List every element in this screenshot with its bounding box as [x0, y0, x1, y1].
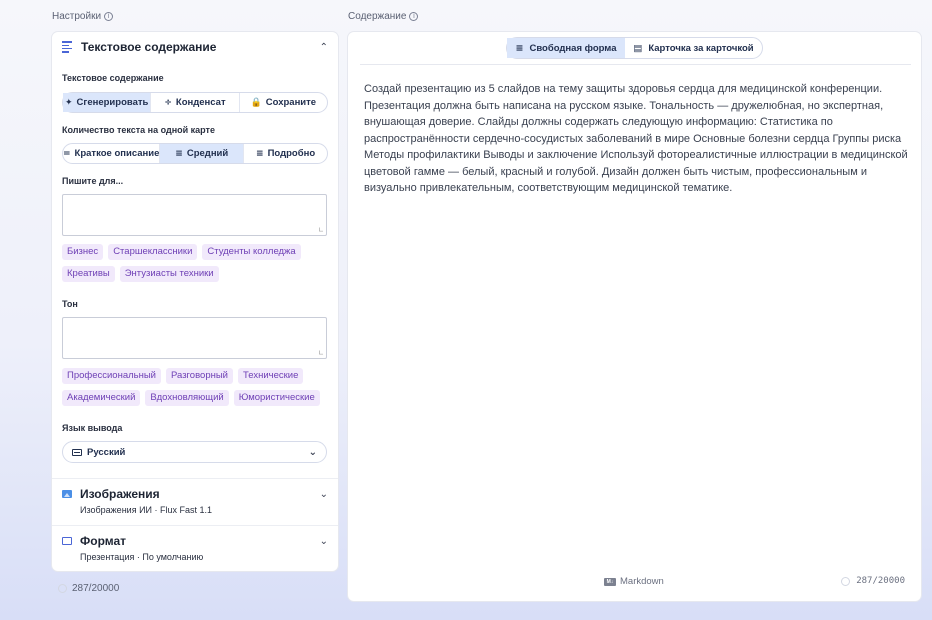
- chevron-down-icon[interactable]: ⌄: [319, 488, 328, 500]
- format-icon: [62, 537, 72, 545]
- left-counter-text: 287/20000: [72, 583, 120, 594]
- text-content-accordion-title: Текстовое содержание: [81, 40, 217, 54]
- card-by-card-option[interactable]: [625, 38, 762, 58]
- card-icon: ▤: [633, 42, 643, 54]
- tone-label: Тон: [62, 299, 78, 309]
- markdown-icon: M↓: [604, 578, 616, 586]
- lock-icon: 🔒: [250, 97, 262, 108]
- markdown-label: Markdown: [620, 576, 664, 587]
- text-mode-segmented-control: [62, 92, 328, 113]
- text-mode-label: Текстовое содержание: [62, 73, 164, 83]
- audience-chip-tech[interactable]: Энтузиасты техники: [120, 266, 219, 282]
- medium-option-label: Средний: [186, 148, 229, 159]
- text-lines-icon: [62, 41, 72, 52]
- settings-title-text: Настройки: [52, 11, 102, 22]
- images-accordion[interactable]: [52, 479, 338, 525]
- freeform-option-label: Свободная форма: [529, 42, 617, 54]
- content-panel: [348, 32, 921, 601]
- progress-ring-icon: [841, 577, 850, 586]
- language-select[interactable]: [62, 441, 327, 463]
- progress-ring-icon: [58, 584, 67, 593]
- sparkle-icon: ✦: [64, 97, 73, 108]
- card-by-card-option-label: Карточка за карточкой: [648, 42, 754, 54]
- audience-label: Пишите для...: [62, 176, 124, 186]
- short-lines-icon: =: [63, 148, 71, 159]
- brief-option[interactable]: [63, 144, 160, 163]
- tone-chip-technical[interactable]: Технические: [238, 368, 303, 384]
- brief-option-label: Краткое описание: [74, 148, 160, 159]
- tone-chip-conversational[interactable]: Разговорный: [166, 368, 233, 384]
- language-label: Язык вывода: [62, 423, 123, 433]
- format-accordion[interactable]: [52, 526, 338, 572]
- detailed-lines-icon: ≡: [256, 148, 264, 159]
- left-char-counter: [58, 583, 119, 594]
- divider: [360, 64, 911, 65]
- content-title-text: Содержание: [348, 11, 407, 22]
- content-counter-text: 287/20000: [856, 576, 905, 586]
- medium-lines-icon: ≡: [175, 148, 183, 159]
- generate-option[interactable]: [63, 93, 151, 112]
- content-section-title: [348, 11, 418, 22]
- tone-chips: [62, 368, 332, 406]
- detailed-option[interactable]: [244, 144, 327, 163]
- markdown-indicator: [604, 576, 664, 587]
- content-mode-toggle: [506, 37, 763, 59]
- format-accordion-title: Формат: [80, 534, 127, 548]
- language-select-value: Русский: [87, 446, 126, 458]
- audience-chip-highschool[interactable]: Старшеклассники: [108, 244, 197, 260]
- image-icon: [62, 490, 72, 498]
- audience-chip-business[interactable]: Бизнес: [62, 244, 103, 260]
- condense-option[interactable]: [151, 93, 239, 112]
- text-amount-label: Количество текста на одной карте: [62, 125, 215, 135]
- audience-chip-college[interactable]: Студенты колледжа: [202, 244, 300, 260]
- info-icon[interactable]: i: [104, 12, 113, 21]
- resize-handle-icon[interactable]: ∟: [318, 349, 324, 357]
- preserve-option[interactable]: [240, 93, 327, 112]
- tone-chip-humorous[interactable]: Юмористические: [234, 390, 320, 406]
- chevron-down-icon: ⌄: [308, 446, 317, 458]
- content-char-counter: [841, 576, 905, 586]
- audience-chips: [62, 244, 332, 282]
- text-amount-segmented-control: [62, 143, 328, 164]
- prompt-text-editor[interactable]: Создай презентацию из 5 слайдов на тему защиты здоровья сердца для медицинской конференции. Презентация должна быть написана на русском языке. Тональность — дружелюбная, но экспертная, внушающая доверие. Слайды должны содержать следующую информацию: Статистика по распространённости сердечно-сосудистых заболеваний в мире Основные болезни сердца Группы риска Методы профилактики Выводы и заключение Используй фотореалистичные иллюстрации в медицинской цветовой гамме — белый, красный и голубой. Дизайн должен быть чистым, профессиональным и визуально привлекательным, соответствующим медицинской тематике.: [364, 83, 908, 194]
- info-icon[interactable]: i: [409, 12, 418, 21]
- condense-icon: ÷: [164, 97, 172, 108]
- detailed-option-label: Подробно: [267, 148, 316, 159]
- text-lines-icon: ≡: [515, 42, 524, 54]
- images-accordion-desc: Изображения ИИ · Flux Fast 1.1: [80, 505, 213, 515]
- settings-section-title: [52, 11, 113, 22]
- generate-option-label: Сгенерировать: [76, 97, 149, 108]
- format-accordion-desc: Презентация · По умолчанию: [80, 552, 204, 562]
- images-accordion-title: Изображения: [80, 487, 160, 501]
- preserve-option-label: Сохраните: [265, 97, 317, 108]
- tone-chip-professional[interactable]: Профессиональный: [62, 368, 161, 384]
- audience-input[interactable]: [62, 194, 327, 236]
- tone-input[interactable]: [62, 317, 327, 359]
- language-flag-icon: [72, 449, 82, 456]
- chevron-down-icon[interactable]: ⌄: [319, 535, 328, 547]
- tone-chip-academic[interactable]: Академический: [62, 390, 140, 406]
- settings-panel: [52, 32, 338, 571]
- audience-chip-creatives[interactable]: Креативы: [62, 266, 115, 282]
- medium-option[interactable]: [160, 144, 244, 163]
- tone-chip-inspiring[interactable]: Вдохновляющий: [145, 390, 228, 406]
- freeform-option[interactable]: [507, 38, 625, 58]
- text-content-accordion-header[interactable]: [52, 32, 338, 62]
- resize-handle-icon[interactable]: ∟: [318, 226, 324, 234]
- chevron-up-icon[interactable]: ⌃: [319, 41, 328, 53]
- condense-option-label: Конденсат: [175, 97, 226, 108]
